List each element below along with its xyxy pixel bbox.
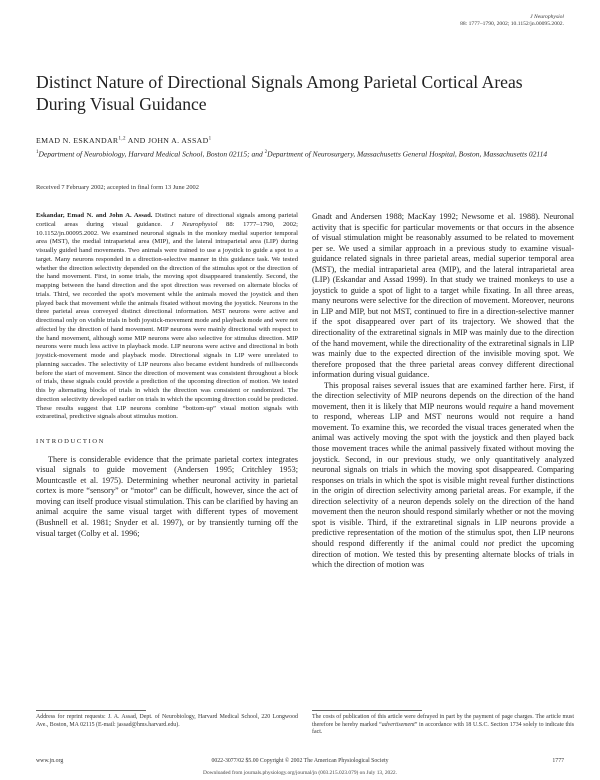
footnote-costs-a: The costs of publication of this article were defrayed in part by the payment of page charges. The article must therefore be hereby marked “ [312,714,574,728]
right-p2-part-a: This proposal raises several issues that are examined farther here. First, if the direction selectivity of MIP neurons depends on the direction of the hand movement, then it is likely that MIP neurons would [312,380,574,411]
affiliations [36,148,576,160]
footer-website[interactable]: www.jn.org [36,758,64,764]
abstract-lead: Eskandar, Emad N. and John A. Assad. [36,212,153,219]
right-p2-emph-require: require [488,401,512,411]
received-dates: Received 7 February 2002; accepted in final form 13 June 2002 [36,184,199,191]
journal-name: J Neurophysiol [530,14,564,20]
intro-paragraph-1: There is considerable evidence that the primate parietal cortex integrates visual signals to guide movement (Andersen 1995; Critchley 1953; Mountcastle et al. 1975). Determining whether neuronal activity in parietal cortex is more “sensory” or “motor” can be difficult, however, since the act of moving can itself produce visual stimulation. This can be clarified by having an animal acquire the same visual target with different types of movement (Bushnell et al. 1981; Snyder et al. 1997), or by transiently turning off the visual target (Colby et al. 1996; [36,454,298,538]
abstract-text: We examined neuronal signals in the monkey medial superior temporal area (MST), the medial intraparietal area (MIP), and the lateral intraparietal area (LIP) during visually guided hand movements. Two animals were trained to use a joystick to guide a spot to a target. Many neurons responded in a direction-selective manner in this guidance task. We tested whether the direction selectivity depended on the direction of the stimulus spot or the direction of the hand movement. First, in some trials, the moving spot disappeared transiently. Second, the mapping between the hand direction and the spot direction was reversed on alternate blocks of trials. Third, we recorded the spot's movement while the animals moved the joystick and then played back that movement while the animals fixated without moving the joystick. Neurons in the three parietal areas conveyed distinct directional information. MST neurons were active and directional only on visible trials in both joystick-movement mode and playback mode and were not affected by the direction of hand movement. MIP neurons were mainly directional with respect to the hand movement, although some MIP neurons were also selective for stimulus direction. MIP neurons were much less active in playback mode. LIP neurons were active and directional in both joystick-movement mode and playback mode. Directional signals in LIP were unrelated to planning saccades. The selectivity of LIP neurons also became evident hundreds of milliseconds before the start of movement. Since the direction of movement was consistent throughout a block of trials, these signals could provide a prediction of the upcoming direction of motion. We tested this by alternating blocks of trials in which the direction was consistent or randomized. The direction selectivity developed earlier on trials in which the upcoming direction could be predicted. These results suggest that LIP neurons combine “bottom-up” visual motion signals with extraretinal, predictive signals about stimulus motion. [36,229,298,421]
journal-header [460,14,564,29]
author-assad: JOHN A. ASSAD [147,136,209,145]
left-column [36,212,298,539]
article-title: Distinct Nature of Directional Signals Among Parietal Cortical Areas During Visual Guidance [36,72,523,114]
footer-copyright: 0022-3077/02 $5.00 Copyright © 2002 The American Physiological Society [211,758,389,764]
abstract [36,212,298,422]
footnote-costs-advertisement: advertisement [381,721,415,728]
section-heading-introduction: INTRODUCTION [36,438,106,445]
right-column [312,212,574,571]
journal-citation: 88: 1777–1790, 2002; 10.1152/jn.00095.2002. [460,21,564,28]
download-note: Downloaded from journals.physiology.org/journal/jn (003.215.023.079) on July 13, 2022. [203,770,397,776]
footnote-costs-b: ” in accordance with 18 U.S.C. Section 1734 solely to indicate this fact. [312,721,574,735]
author-and: AND [127,136,146,145]
footnote-reprints: Address for reprint requests: J. A. Assad, Dept. of Neurobiology, Harvard Medical School, 220 Longwood Ave., Boston, MA 02115 (E-mail: jassad@hms.harvard.edu). [36,714,298,728]
affil-2: Department of Neurosurgery, Massachusetts General Hospital, Boston, Massachusetts 02114 [267,149,548,159]
affil-1-marker: 1 [36,150,39,155]
affil-1: Department of Neurobiology, Harvard Medical School, Boston 02115; and [38,149,265,159]
footnote-divider-left [36,710,146,711]
abstract-lead-title: Distinct nature of directional signals among parietal cortical areas during visual guidance. [36,212,298,228]
author-assad-affil: 1 [208,136,212,142]
author-line [36,136,211,145]
abstract-cite: 88: 1777–1790, 2002; 10.1152/jn.00095.2002. [36,220,298,237]
right-paragraph-1: Gnadt and Andersen 1988; MacKay 1992; Newsome et al. 1988). Neuronal activity that is specific for particular movements or that occurs in the absence of visual stimulation might be reasonably assumed to be related to movement per se. We used a similar approach in a previous study to examine visual-guidance related signals in three parietal areas, medial superior temporal area (MST), the medial intraparietal area (MIP), and the lateral intraparietal area (LIP) (Eskandar and Assad 1999). In that study we trained monkeys to use a joystick to guide a spot of light to a target while fixating. In all three areas, many neurons were selective for the direction of movement. Moreover, neurons in LIP and MIP, but not MST, continued to fire in a direction-selective manner if the spot disappeared over part of its trajectory. We showed that the directionality of the extraretinal signals in MIP was mainly due to the direction of the hand movement, while the directionality of the extraretinal signals in LIP was mainly due to the expected direction of the invisible moving spot. We therefore proposed that the three parietal areas convey different directional information during visual guidance. [312,212,574,380]
page-number: 1777 [552,758,564,764]
footnote-divider-right [312,710,422,711]
right-p2-part-c: predict the upcoming direction of motion. We tested this by presenting alternate blocks of trials in which the direction of motion was [312,538,575,570]
abstract-journal: J Neurophysiol [170,220,218,228]
author-eskandar: EMAD N. ESKANDAR [36,136,119,145]
right-p2-part-b: a hand movement to respond, whereas LIP and MST neurons would not require a hand movement. To examine this, we recorded the visual traces generated when the animal was actively moving the spot with the joystick and then played back those movement traces while the animal passively fixated without moving the joystick. Second, in our previous study, we only quantitatively analyzed neuronal signals on trials in which the moving spot disappeared. Comparing responses on trials in which the spot is visible might reveal further distinctions in the origin of direction selectivity among parietal areas. For example, if the direction selectivity of a neuron depends solely on the direction of the hand movement then the neuron should respond similarly whether or not the moving spot is visible. Third, if the extraretinal signals in LIP neurons provide a predictive representation of the motion of the stimulus spot, then LIP neurons should respond differently if the animal could [312,401,574,548]
affil-2-marker: 2 [264,150,268,155]
right-p2-emph-not: not [483,538,494,548]
footnote-costs [312,714,574,737]
right-paragraph-2 [312,381,574,571]
author-eskandar-affil: 1,2 [118,136,126,142]
